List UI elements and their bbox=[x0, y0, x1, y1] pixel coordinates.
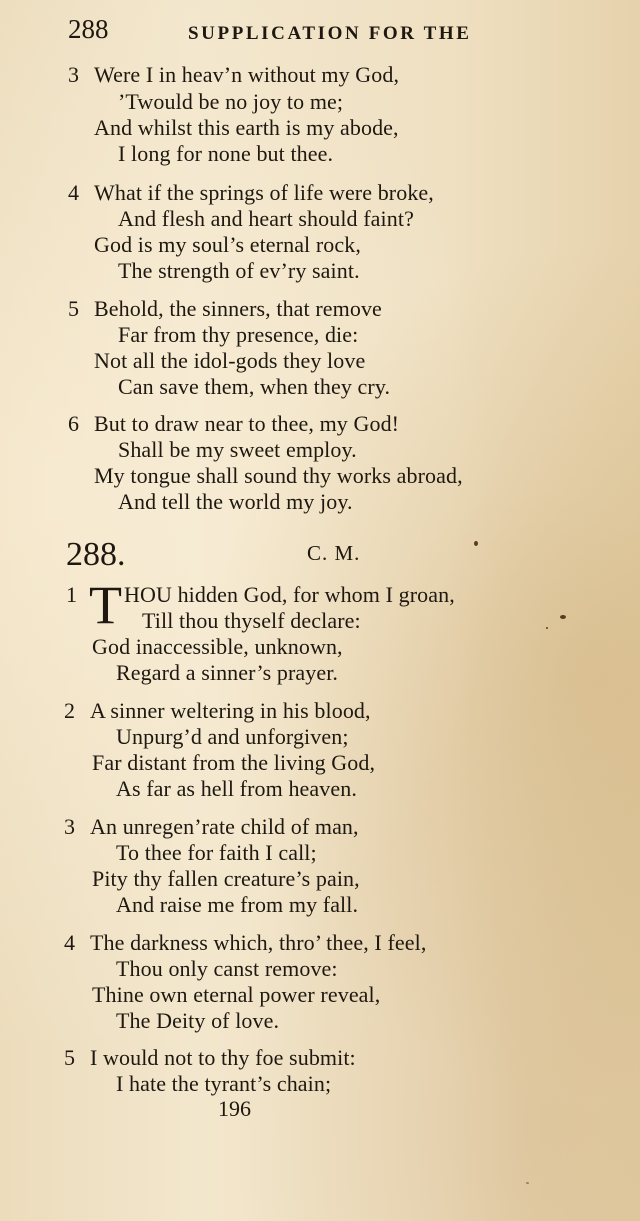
verse-line: Can save them, when they cry. bbox=[118, 374, 391, 399]
verse-line: Pity thy fallen creature’s pain, bbox=[92, 866, 360, 891]
verse-line: I long for none but thee. bbox=[118, 141, 334, 166]
stanza-number: 3 bbox=[68, 62, 79, 87]
verse-line: Not all the idol-gods they love bbox=[94, 348, 366, 373]
stanza-number: 3 bbox=[64, 814, 75, 839]
stanza-number: 6 bbox=[68, 411, 79, 436]
verse-line: The darkness which, thro’ thee, I feel, bbox=[90, 930, 427, 955]
verse-line: God inaccessible, unknown, bbox=[92, 634, 343, 659]
verse-line: As far as hell from heaven. bbox=[116, 776, 357, 801]
drop-cap: T bbox=[89, 575, 122, 635]
verse-line: An unregen’rate child of man, bbox=[90, 814, 359, 839]
ink-speck bbox=[474, 541, 478, 546]
verse-line: Thou only canst remove: bbox=[116, 956, 338, 981]
stanza-number: 4 bbox=[68, 180, 79, 205]
verse-line: Were I in heav’n without my God, bbox=[94, 62, 400, 87]
hymn-number: 288. bbox=[66, 536, 126, 573]
page-number: 288 bbox=[68, 14, 109, 44]
verse-line: HOU hidden God, for whom I groan, bbox=[124, 582, 455, 607]
verse-line: Till thou thyself declare: bbox=[142, 608, 361, 633]
stanza-number: 5 bbox=[68, 296, 79, 321]
verse-line: A sinner weltering in his blood, bbox=[90, 698, 371, 723]
verse-line: Shall be my sweet employ. bbox=[118, 437, 357, 462]
verse-line: God is my soul’s eternal rock, bbox=[94, 232, 361, 257]
verse-line: What if the springs of life were broke, bbox=[94, 180, 434, 205]
stanza-number: 5 bbox=[64, 1045, 75, 1070]
verse-line: Far from thy presence, die: bbox=[118, 322, 359, 347]
verse-line: I would not to thy foe submit: bbox=[90, 1045, 356, 1070]
ink-speck bbox=[546, 627, 548, 629]
stanza-number: 4 bbox=[64, 930, 75, 955]
verse-line: Regard a sinner’s prayer. bbox=[116, 660, 339, 685]
verse-line: And tell the world my joy. bbox=[118, 489, 353, 514]
verse-line: The strength of ev’ry saint. bbox=[118, 258, 360, 283]
stanza-number: 1 bbox=[66, 582, 77, 607]
running-title: SUPPLICATION FOR THE bbox=[188, 23, 472, 44]
footer-page-number: 196 bbox=[218, 1096, 251, 1121]
verse-line: Unpurg’d and unforgiven; bbox=[116, 724, 349, 749]
stanza-number: 2 bbox=[64, 698, 75, 723]
verse-line: And flesh and heart should faint? bbox=[118, 206, 414, 231]
verse-line: The Deity of love. bbox=[116, 1008, 280, 1033]
verse-line: ’Twould be no joy to me; bbox=[118, 89, 344, 114]
verse-line: Behold, the sinners, that remove bbox=[94, 296, 382, 321]
verse-line: And raise me from my fall. bbox=[116, 892, 359, 917]
verse-line: To thee for faith I call; bbox=[116, 840, 317, 865]
verse-line: And whilst this earth is my abode, bbox=[94, 115, 399, 140]
ink-speck bbox=[560, 615, 566, 619]
verse-line: My tongue shall sound thy works abroad, bbox=[94, 463, 463, 488]
verse-line: But to draw near to thee, my God! bbox=[94, 411, 400, 436]
ink-speck bbox=[526, 1182, 529, 1184]
hymn-meter: C. M. bbox=[307, 541, 361, 565]
verse-line: I hate the tyrant’s chain; bbox=[116, 1071, 332, 1096]
verse-line: Far distant from the living God, bbox=[92, 750, 376, 775]
verse-line: Thine own eternal power reveal, bbox=[92, 982, 381, 1007]
